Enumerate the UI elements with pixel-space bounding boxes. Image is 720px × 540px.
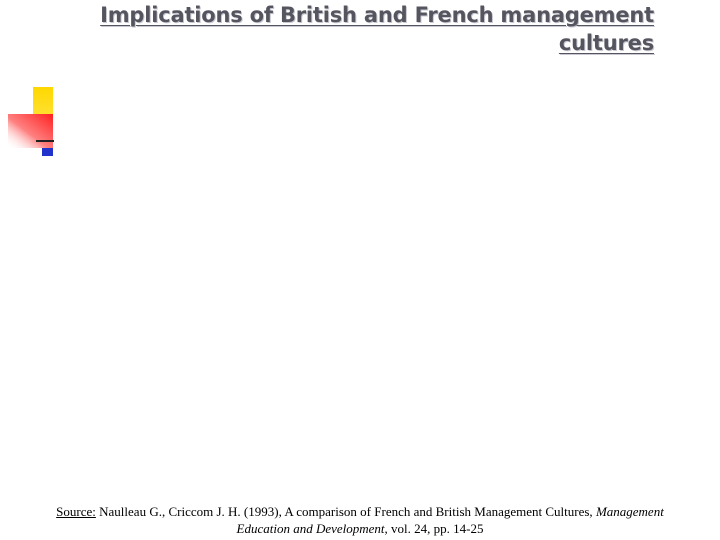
journal-name-part-1: Management — [595, 504, 664, 519]
page-title — [60, 1, 654, 57]
deco-dark-line — [36, 140, 54, 142]
deco-blue-square — [42, 148, 53, 156]
deco-yellow-square — [33, 87, 53, 117]
title-line-2: cultures — [558, 31, 654, 55]
source-label: Source: — [56, 504, 96, 519]
deco-red-square — [8, 114, 53, 148]
source-citation — [20, 503, 700, 537]
source-text-part-2: , vol. 24, pp. 14-25 — [384, 521, 484, 536]
title-line-1: Implications of British and French management — [100, 3, 654, 27]
source-text-part-1: Naulleau G., Criccom J. H. (1993), A comparison of French and British Management Cultures, — [95, 504, 596, 519]
journal-name-part-2: Education and Development — [236, 521, 385, 536]
slide-decoration — [0, 0, 60, 160]
